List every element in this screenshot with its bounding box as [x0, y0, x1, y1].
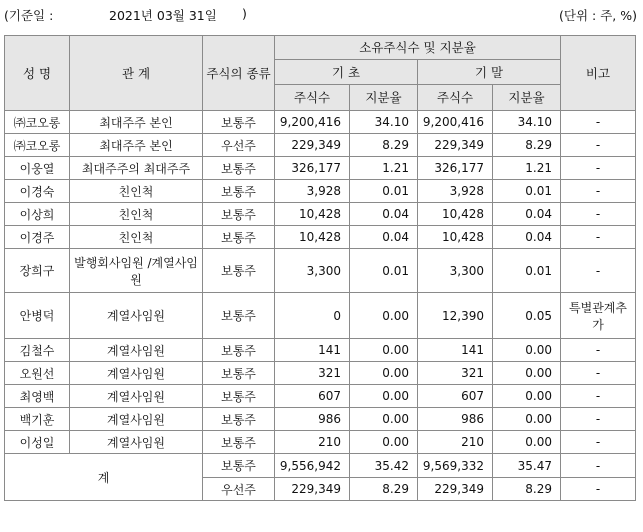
cell-type: 보통주: [203, 339, 275, 362]
table-row: [5, 111, 636, 134]
cell-end-shares: 607: [418, 385, 493, 408]
cell-start-shares: 3,300: [275, 249, 350, 293]
table-row: [5, 157, 636, 180]
col-header-relation: 관 계: [70, 36, 203, 111]
cell-type: 보통주: [203, 454, 275, 478]
cell-relation: 발행회사임원 /계열사임원: [70, 249, 203, 293]
cell-end-ratio: 0.05: [493, 293, 561, 339]
cell-relation: 계열사임원: [70, 293, 203, 339]
table-row: [5, 431, 636, 454]
cell-name: ㈜코오롱: [5, 111, 70, 134]
shareholding-table: [4, 35, 636, 501]
cell-note: -: [561, 157, 636, 180]
cell-end-shares: 321: [418, 362, 493, 385]
cell-note: -: [561, 408, 636, 431]
cell-end-shares: 9,569,332: [418, 454, 493, 478]
cell-start-shares: 210: [275, 431, 350, 454]
cell-type: 보통주: [203, 111, 275, 134]
cell-type: 보통주: [203, 385, 275, 408]
cell-end-shares: 10,428: [418, 226, 493, 249]
col-header-period-end: 기 말: [418, 60, 561, 85]
table-row: [5, 339, 636, 362]
cell-name: 이상희: [5, 203, 70, 226]
cell-end-ratio: 0.00: [493, 431, 561, 454]
cell-start-shares: 9,200,416: [275, 111, 350, 134]
col-header-start-shares: 주식수: [275, 85, 350, 111]
cell-end-ratio: 0.00: [493, 385, 561, 408]
cell-relation: 최대주주의 최대주주: [70, 157, 203, 180]
cell-name: 김철수: [5, 339, 70, 362]
cell-start-ratio: 0.00: [350, 339, 418, 362]
cell-relation: 계열사임원: [70, 362, 203, 385]
cell-type: 보통주: [203, 226, 275, 249]
report-header: [4, 6, 637, 26]
cell-type: 보통주: [203, 180, 275, 203]
base-date-close: ): [242, 6, 247, 21]
cell-end-shares: 986: [418, 408, 493, 431]
cell-start-shares: 9,556,942: [275, 454, 350, 478]
cell-name: 안병덕: [5, 293, 70, 339]
cell-end-ratio: 0.00: [493, 408, 561, 431]
cell-relation: 친인척: [70, 180, 203, 203]
base-date-label: (기준일 :: [4, 8, 54, 23]
cell-start-ratio: 0.01: [350, 180, 418, 203]
cell-start-ratio: 0.01: [350, 249, 418, 293]
cell-type: 보통주: [203, 293, 275, 339]
cell-end-ratio: 0.04: [493, 203, 561, 226]
cell-start-shares: 229,349: [275, 478, 350, 501]
col-header-period-start: 기 초: [275, 60, 418, 85]
cell-start-ratio: 34.10: [350, 111, 418, 134]
cell-end-ratio: 0.01: [493, 180, 561, 203]
base-date-value: 2021년 03월 31일: [109, 8, 217, 23]
table-row: [5, 134, 636, 157]
cell-start-shares: 0: [275, 293, 350, 339]
table-row: [5, 249, 636, 293]
cell-start-ratio: 8.29: [350, 478, 418, 501]
cell-name: 이웅열: [5, 157, 70, 180]
cell-start-shares: 3,928: [275, 180, 350, 203]
cell-start-ratio: 0.00: [350, 362, 418, 385]
cell-end-ratio: 1.21: [493, 157, 561, 180]
cell-start-shares: 10,428: [275, 226, 350, 249]
cell-name: 장희구: [5, 249, 70, 293]
cell-end-ratio: 8.29: [493, 478, 561, 501]
cell-start-shares: 229,349: [275, 134, 350, 157]
table-row: [5, 203, 636, 226]
cell-end-shares: 10,428: [418, 203, 493, 226]
cell-start-shares: 326,177: [275, 157, 350, 180]
cell-name: 백기훈: [5, 408, 70, 431]
table-row: [5, 385, 636, 408]
cell-type: 보통주: [203, 203, 275, 226]
col-header-end-ratio: 지분율: [493, 85, 561, 111]
cell-end-ratio: 0.04: [493, 226, 561, 249]
total-label: 계: [5, 454, 203, 501]
cell-relation: 계열사임원: [70, 385, 203, 408]
cell-name: 이성일: [5, 431, 70, 454]
cell-relation: 친인척: [70, 226, 203, 249]
table-row: [5, 293, 636, 339]
cell-start-shares: 321: [275, 362, 350, 385]
cell-end-shares: 9,200,416: [418, 111, 493, 134]
cell-note: -: [561, 339, 636, 362]
cell-relation: 친인척: [70, 203, 203, 226]
cell-name: ㈜코오롱: [5, 134, 70, 157]
cell-type: 보통주: [203, 157, 275, 180]
cell-type: 우선주: [203, 134, 275, 157]
cell-name: 최영백: [5, 385, 70, 408]
cell-type: 보통주: [203, 362, 275, 385]
cell-end-shares: 141: [418, 339, 493, 362]
cell-start-ratio: 0.04: [350, 226, 418, 249]
cell-start-ratio: 0.00: [350, 293, 418, 339]
table-row: [5, 180, 636, 203]
col-header-end-shares: 주식수: [418, 85, 493, 111]
cell-note: -: [561, 478, 636, 501]
cell-note: -: [561, 180, 636, 203]
cell-end-ratio: 34.10: [493, 111, 561, 134]
table-row: [5, 408, 636, 431]
cell-name: 이경숙: [5, 180, 70, 203]
cell-start-shares: 10,428: [275, 203, 350, 226]
cell-relation: 계열사임원: [70, 431, 203, 454]
cell-end-shares: 12,390: [418, 293, 493, 339]
cell-relation: 계열사임원: [70, 408, 203, 431]
cell-type: 우선주: [203, 478, 275, 501]
cell-relation: 최대주주 본인: [70, 111, 203, 134]
cell-relation: 최대주주 본인: [70, 134, 203, 157]
cell-start-ratio: 0.04: [350, 203, 418, 226]
cell-type: 보통주: [203, 431, 275, 454]
cell-note: 특별관계추가: [561, 293, 636, 339]
cell-name: 이경주: [5, 226, 70, 249]
cell-note: -: [561, 431, 636, 454]
cell-relation: 계열사임원: [70, 339, 203, 362]
cell-end-shares: 229,349: [418, 478, 493, 501]
cell-end-ratio: 0.00: [493, 362, 561, 385]
cell-end-ratio: 0.01: [493, 249, 561, 293]
cell-note: -: [561, 362, 636, 385]
cell-start-ratio: 0.00: [350, 431, 418, 454]
cell-note: -: [561, 226, 636, 249]
col-header-name: 성 명: [5, 36, 70, 111]
col-header-note: 비고: [561, 36, 636, 111]
cell-note: -: [561, 385, 636, 408]
cell-end-shares: 210: [418, 431, 493, 454]
cell-end-shares: 326,177: [418, 157, 493, 180]
cell-note: -: [561, 249, 636, 293]
cell-start-ratio: 1.21: [350, 157, 418, 180]
cell-start-ratio: 8.29: [350, 134, 418, 157]
cell-end-shares: 229,349: [418, 134, 493, 157]
cell-type: 보통주: [203, 408, 275, 431]
table-row: [5, 362, 636, 385]
cell-start-shares: 607: [275, 385, 350, 408]
cell-note: -: [561, 454, 636, 478]
col-header-start-ratio: 지분율: [350, 85, 418, 111]
table-row: [5, 226, 636, 249]
cell-start-ratio: 0.00: [350, 385, 418, 408]
unit-note: (단위 : 주, %): [559, 8, 637, 23]
col-header-stock-type: 주식의 종류: [203, 36, 275, 111]
cell-type: 보통주: [203, 249, 275, 293]
col-header-ownership: 소유주식수 및 지분율: [275, 36, 561, 60]
cell-note: -: [561, 111, 636, 134]
cell-end-shares: 3,928: [418, 180, 493, 203]
cell-note: -: [561, 203, 636, 226]
cell-end-ratio: 0.00: [493, 339, 561, 362]
cell-start-ratio: 35.42: [350, 454, 418, 478]
cell-start-shares: 141: [275, 339, 350, 362]
cell-end-ratio: 35.47: [493, 454, 561, 478]
total-row: [5, 454, 636, 478]
cell-name: 오원선: [5, 362, 70, 385]
cell-start-ratio: 0.00: [350, 408, 418, 431]
cell-end-shares: 3,300: [418, 249, 493, 293]
cell-end-ratio: 8.29: [493, 134, 561, 157]
cell-start-shares: 986: [275, 408, 350, 431]
cell-note: -: [561, 134, 636, 157]
